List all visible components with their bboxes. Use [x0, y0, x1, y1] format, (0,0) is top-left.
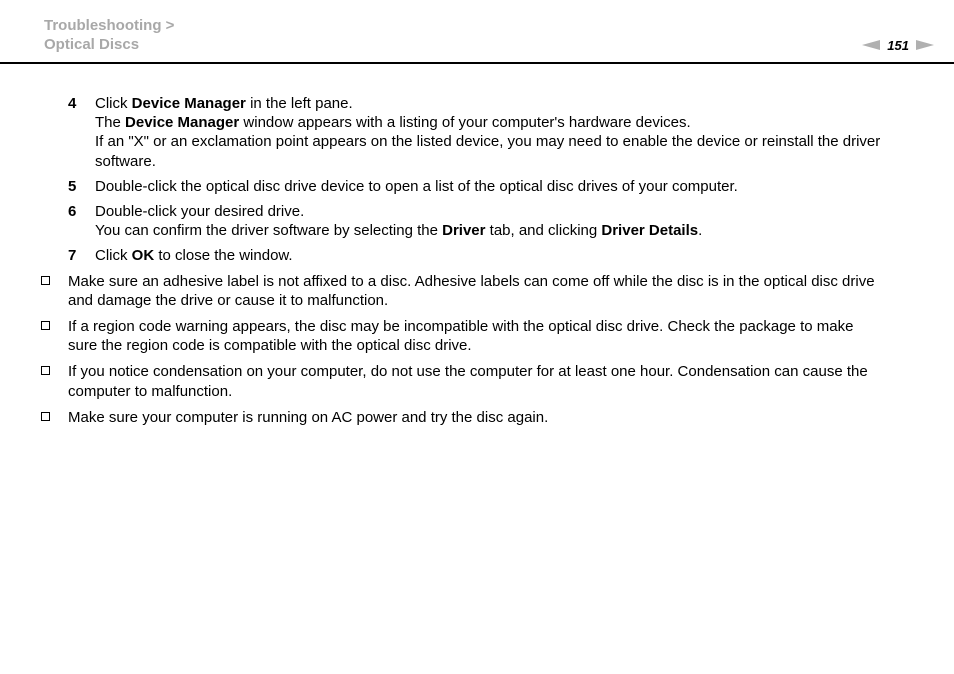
page-number: 151	[887, 37, 909, 53]
step-line: The Device Manager window appears with a listing of your computer's hardware devices.	[95, 114, 691, 132]
list-item	[0, 317, 928, 355]
step-line: Click OK to close the window.	[95, 247, 293, 265]
header-divider	[0, 62, 954, 64]
list-item-line: If you notice condensation on your computer, do not use the computer for at least one hour. Condensation can cause the	[68, 363, 868, 381]
step-number: 6	[68, 203, 77, 221]
previous-page-arrow-icon[interactable]	[862, 40, 880, 50]
list-item-line: Make sure your computer is running on AC power and try the disc again.	[68, 408, 549, 426]
step-line: software.	[95, 152, 156, 170]
checkbox-bullet-icon	[41, 366, 50, 375]
list-item	[0, 362, 928, 400]
list-item	[0, 272, 928, 310]
step-number: 4	[68, 95, 77, 112]
step-number: 7	[68, 247, 77, 265]
list-item-line: sure the region code is compatible with the optical disc drive.	[68, 337, 472, 355]
list-item	[0, 408, 928, 427]
step-item	[0, 202, 925, 240]
checkbox-bullet-icon	[41, 321, 50, 330]
page-header	[0, 0, 954, 64]
breadcrumb-section[interactable]: Troubleshooting >	[44, 17, 175, 34]
list-item-line: If a region code warning appears, the disc may be incompatible with the optical disc drive. Check the package to make	[68, 318, 854, 336]
checkbox-bullet-icon	[41, 412, 50, 421]
step-line: Click Device Manager in the left pane.	[95, 95, 353, 112]
list-item-line: and damage the drive or cause it to malfunction.	[68, 291, 389, 309]
step-item	[0, 246, 925, 265]
step-item	[0, 177, 925, 196]
step-number: 5	[68, 177, 77, 195]
step-line: You can confirm the driver software by selecting the Driver tab, and clicking Driver Details.	[95, 222, 703, 240]
step-line: Double-click the optical disc drive device to open a list of the optical disc drives of your computer.	[95, 177, 738, 195]
step-item	[0, 94, 925, 171]
breadcrumb-topic[interactable]: Optical Discs	[44, 36, 140, 53]
list-item-line: Make sure an adhesive label is not affixed to a disc. Adhesive labels can come off while the disc is in the optical disc drive	[68, 272, 875, 290]
checkbox-bullet-icon	[41, 276, 50, 285]
step-line: If an "X" or an exclamation point appears on the listed device, you may need to enable the device or reinstall the driver	[95, 133, 881, 151]
next-page-arrow-icon[interactable]	[916, 40, 934, 50]
list-item-line: computer to malfunction.	[68, 382, 233, 400]
document-body	[0, 94, 954, 427]
step-line: Double-click your desired drive.	[95, 203, 305, 221]
page-navigator	[862, 37, 934, 53]
